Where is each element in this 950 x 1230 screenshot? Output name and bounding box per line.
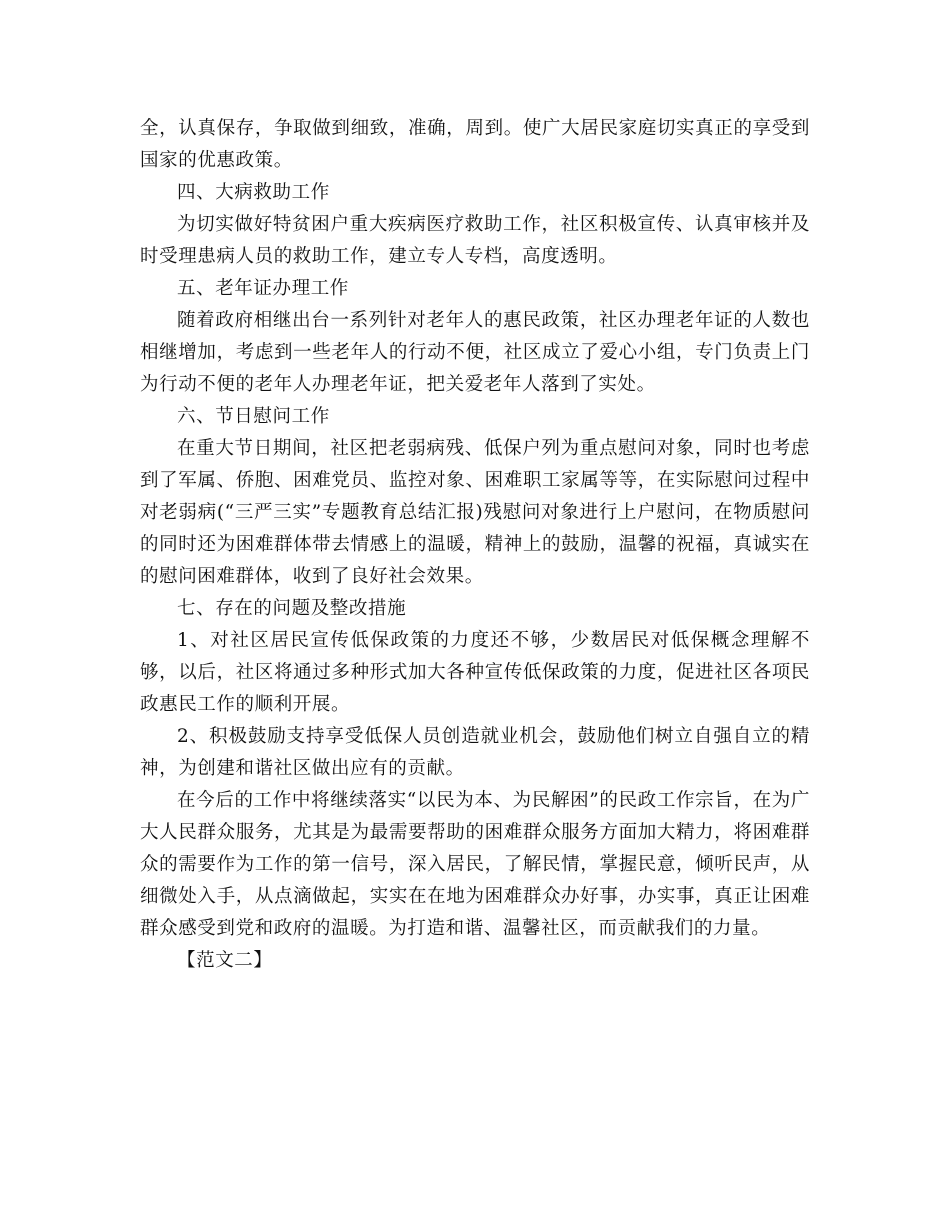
paragraph-conclusion: 在今后的工作中将继续落实“以民为本、为民解困”的民政工作宗旨，在为广大人民群众服务，尤其是为最需要帮助的困难群众服务方面加大精力，将困难群众的需要作为工作的第一信号，深入居民，了解民情，掌握民意，倾听民声，从细微处入手，从点滴做起，实实在在地为困难群众办好事，办实事，真正让困难群众感受到党和政府的温暖。为打造和谐、温馨社区，而贡献我们的力量。 xyxy=(140,790,810,939)
paragraph-problem-2: 2、积极鼓励支持享受低保人员创造就业机会，鼓励他们树立自强自立的精神，为创建和谐社区做出应有的贡献。 xyxy=(140,726,810,779)
section-heading-senior-card: 五、老年证办理工作 xyxy=(177,278,349,299)
paragraph-critical-illness-aid: 为切实做好特贫困户重大疾病医疗救助工作，社区积极宣传、认真审核并及时受理患病人员的救助工作，建立专人专档，高度透明。 xyxy=(140,214,810,267)
paragraph-problem-1: 1、对社区居民宣传低保政策的力度还不够，少数居民对低保概念理解不够，以后，社区将通过多种形式加大各种宣传低保政策的力度，促进社区各项民政惠民工作的顺利开展。 xyxy=(140,630,810,715)
section-heading-critical-illness-aid: 四、大病救助工作 xyxy=(177,182,330,203)
sample-heading: 【范文二】 xyxy=(177,950,273,971)
paragraph-holiday-visits: 在重大节日期间，社区把老弱病残、低保户列为重点慰问对象，同时也考虑到了军属、侨胞、困难党员、监控对象、困难职工家属等等，在实际慰问过程中对老弱病(“三严三实”专题教育总结汇报)残慰问对象进行上户慰问，在物质慰问的同时还为困难群体带去情感上的温暖，精神上的鼓励，温馨的祝福，真诚实在的慰问困难群体，收到了良好社会效果。 xyxy=(140,438,810,587)
document-page xyxy=(140,113,810,977)
paragraph-senior-card: 随着政府相继出台一系列针对老年人的惠民政策，社区办理老年证的人数也相继增加，考虑到一些老年人的行动不便，社区成立了爱心小组，专门负责上门为行动不便的老年人办理老年证，把关爱老年人落到了实处。 xyxy=(140,310,810,395)
section-heading-problems-measures: 七、存在的问题及整改措施 xyxy=(177,598,407,619)
section-heading-holiday-visits: 六、节日慰问工作 xyxy=(177,406,330,427)
paragraph-continuation: 全，认真保存，争取做到细致，准确，周到。使广大居民家庭切实真正的享受到国家的优惠政策。 xyxy=(140,118,810,171)
